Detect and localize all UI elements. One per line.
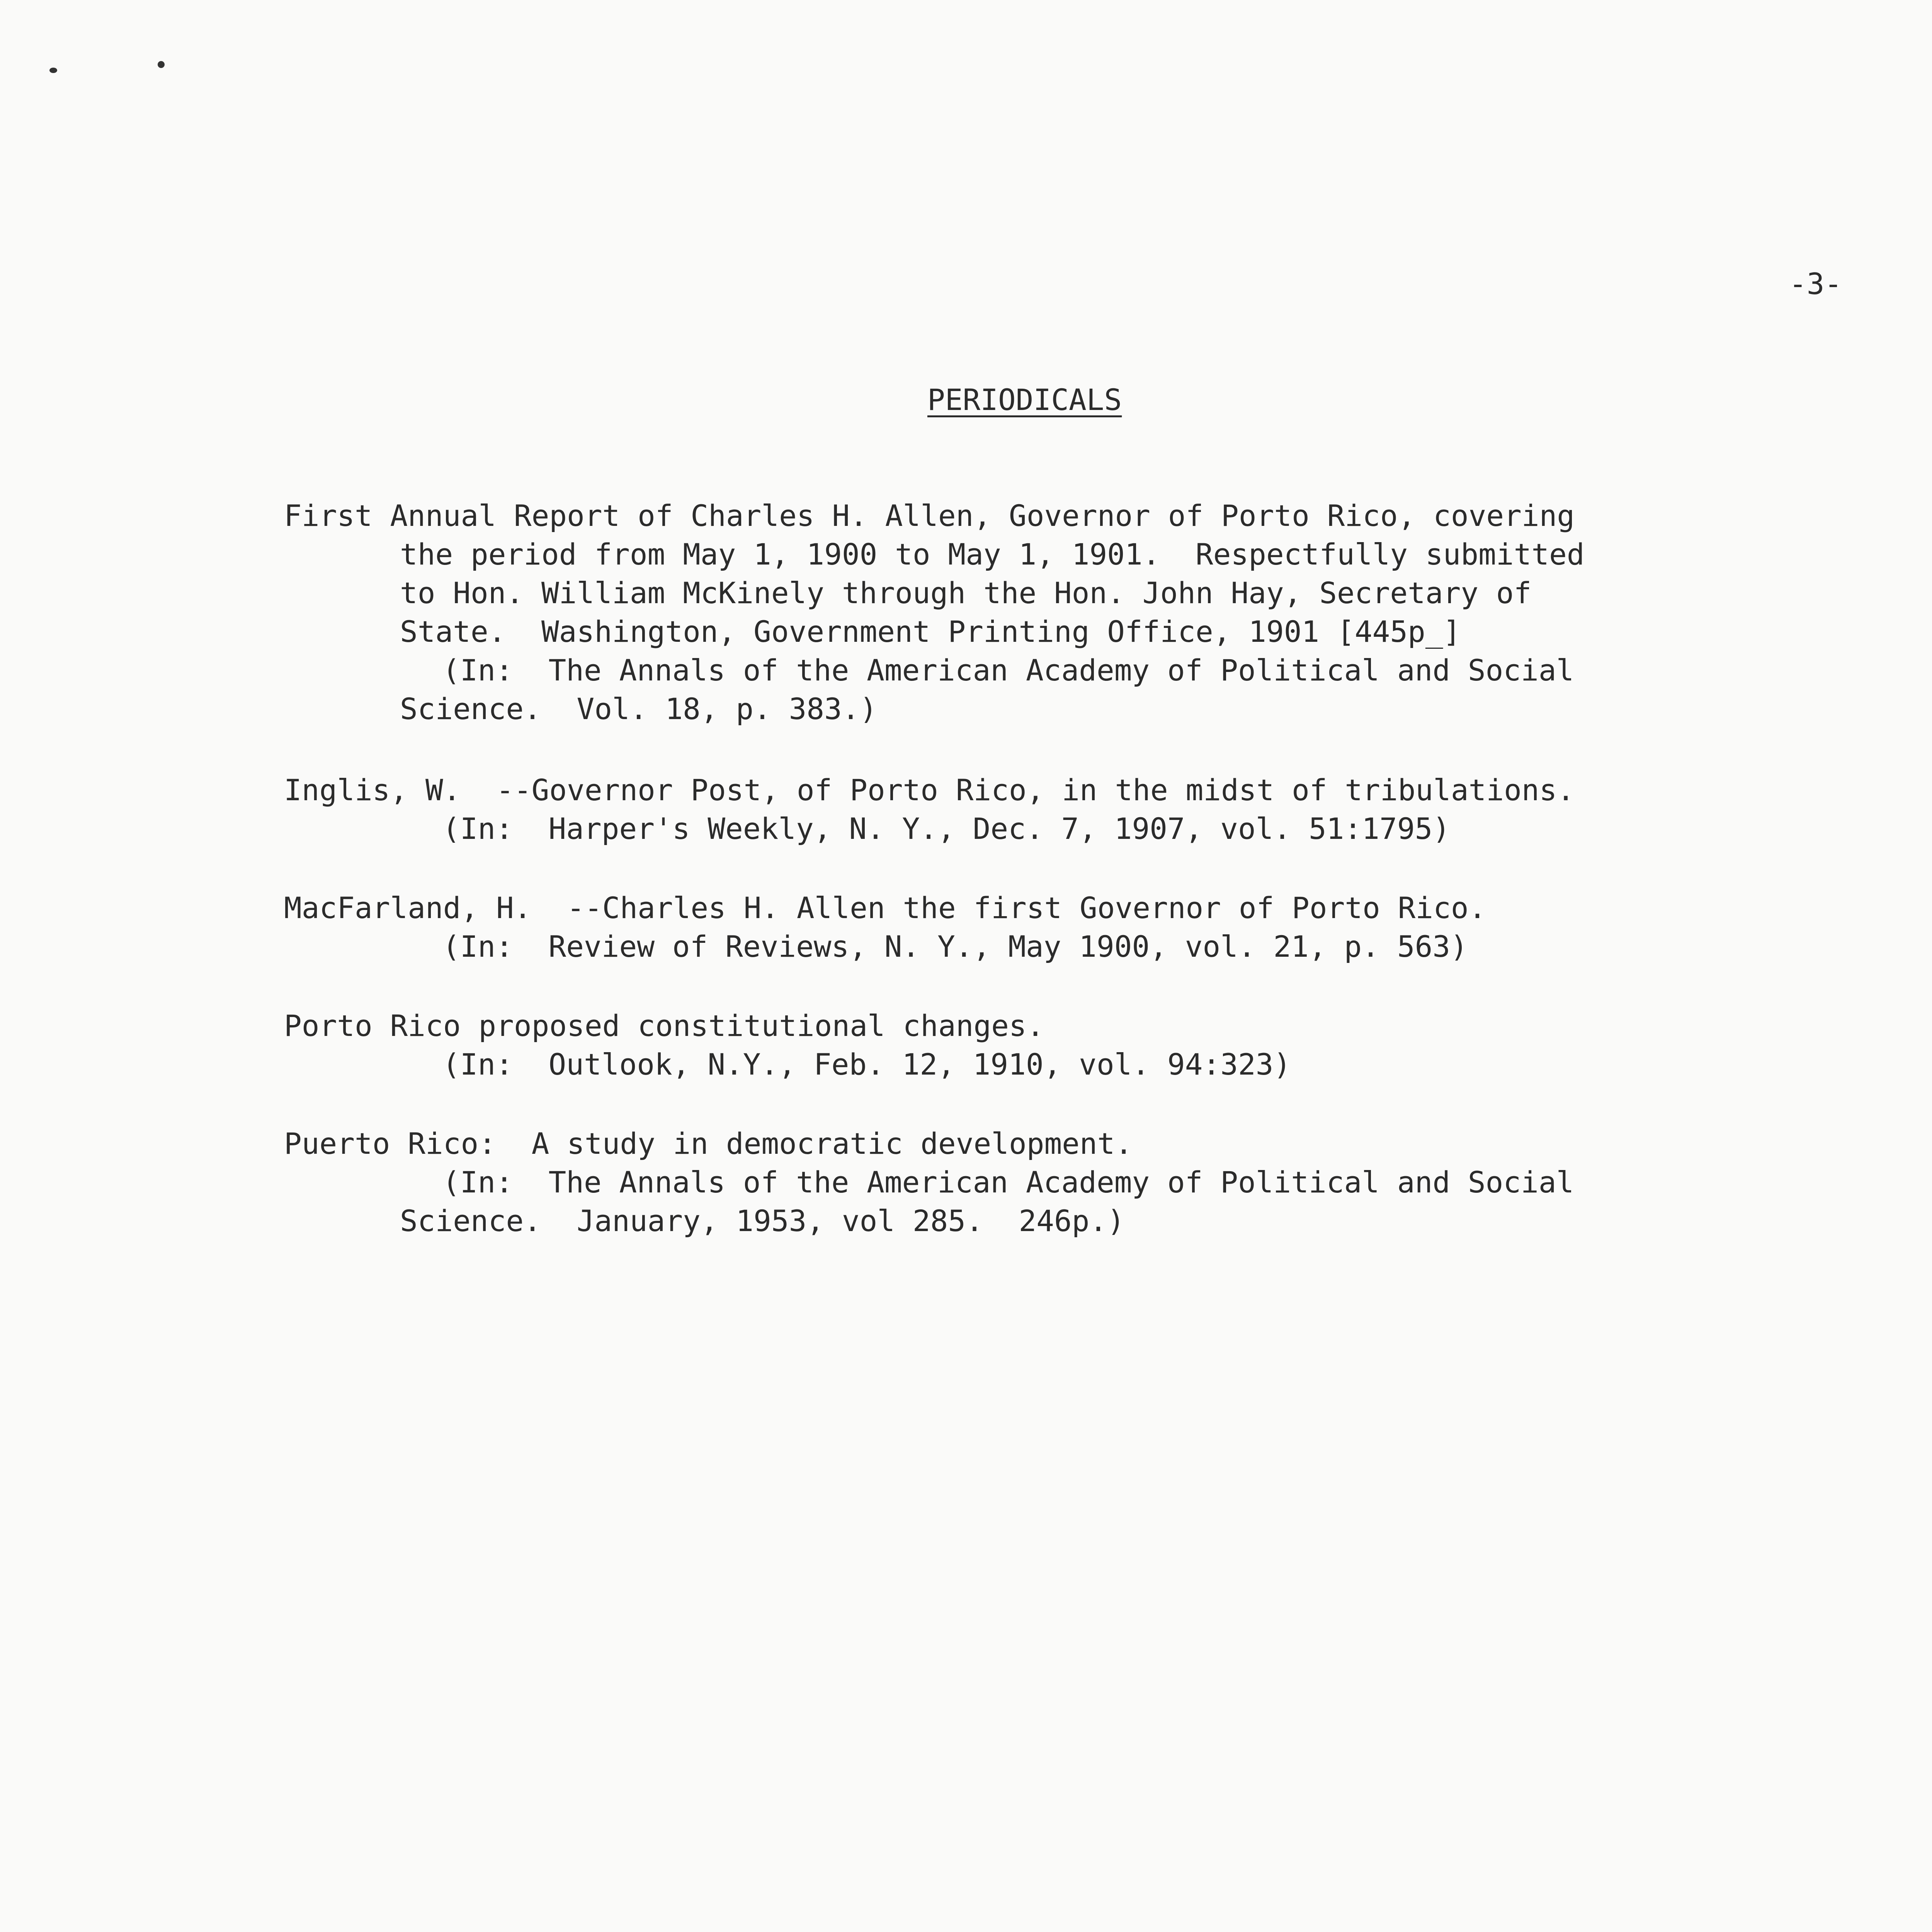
- entry-1-line-2: the period from May 1, 1900 to May 1, 1901. Respectfully submitted: [400, 537, 1585, 571]
- entry-5-line-1: Puerto Rico: A study in democratic development.: [284, 1126, 1133, 1161]
- entry-4-line-1: Porto Rico proposed constitutional changes.: [284, 1009, 1044, 1043]
- entry-4-line-2: (In: Outlook, N.Y., Feb. 12, 1910, vol. 94:323): [442, 1047, 1291, 1082]
- section-heading: PERIODICALS: [927, 383, 1122, 417]
- scan-speck: [49, 68, 57, 73]
- entry-2-line-2: (In: Harper's Weekly, N. Y., Dec. 7, 1907, vol. 51:1795): [442, 811, 1451, 846]
- entry-5-line-3: Science. January, 1953, vol 285. 246p.): [400, 1204, 1125, 1238]
- entry-5-line-2: (In: The Annals of the American Academy of Political and Social: [442, 1165, 1574, 1199]
- scan-speck: [158, 61, 165, 68]
- entry-1-line-6: Science. Vol. 18, p. 383.): [400, 692, 878, 726]
- entry-1-line-3: to Hon. William McKinely through the Hon. John Hay, Secretary of: [400, 576, 1532, 610]
- entry-3-line-1: MacFarland, H. --Charles H. Allen the first Governor of Porto Rico.: [284, 891, 1486, 925]
- entry-1-line-5: (In: The Annals of the American Academy of Political and Social: [442, 653, 1574, 687]
- page-number: -3-: [1789, 267, 1842, 301]
- entry-2-line-1: Inglis, W. --Governor Post, of Porto Rico, in the midst of tribulations.: [284, 773, 1575, 807]
- entry-1-line-1: First Annual Report of Charles H. Allen, Governor of Porto Rico, covering: [284, 498, 1575, 533]
- entry-3-line-2: (In: Review of Reviews, N. Y., May 1900, vol. 21, p. 563): [442, 929, 1468, 964]
- entry-1-line-4: State. Washington, Government Printing Office, 1901 [445p_]: [400, 614, 1461, 649]
